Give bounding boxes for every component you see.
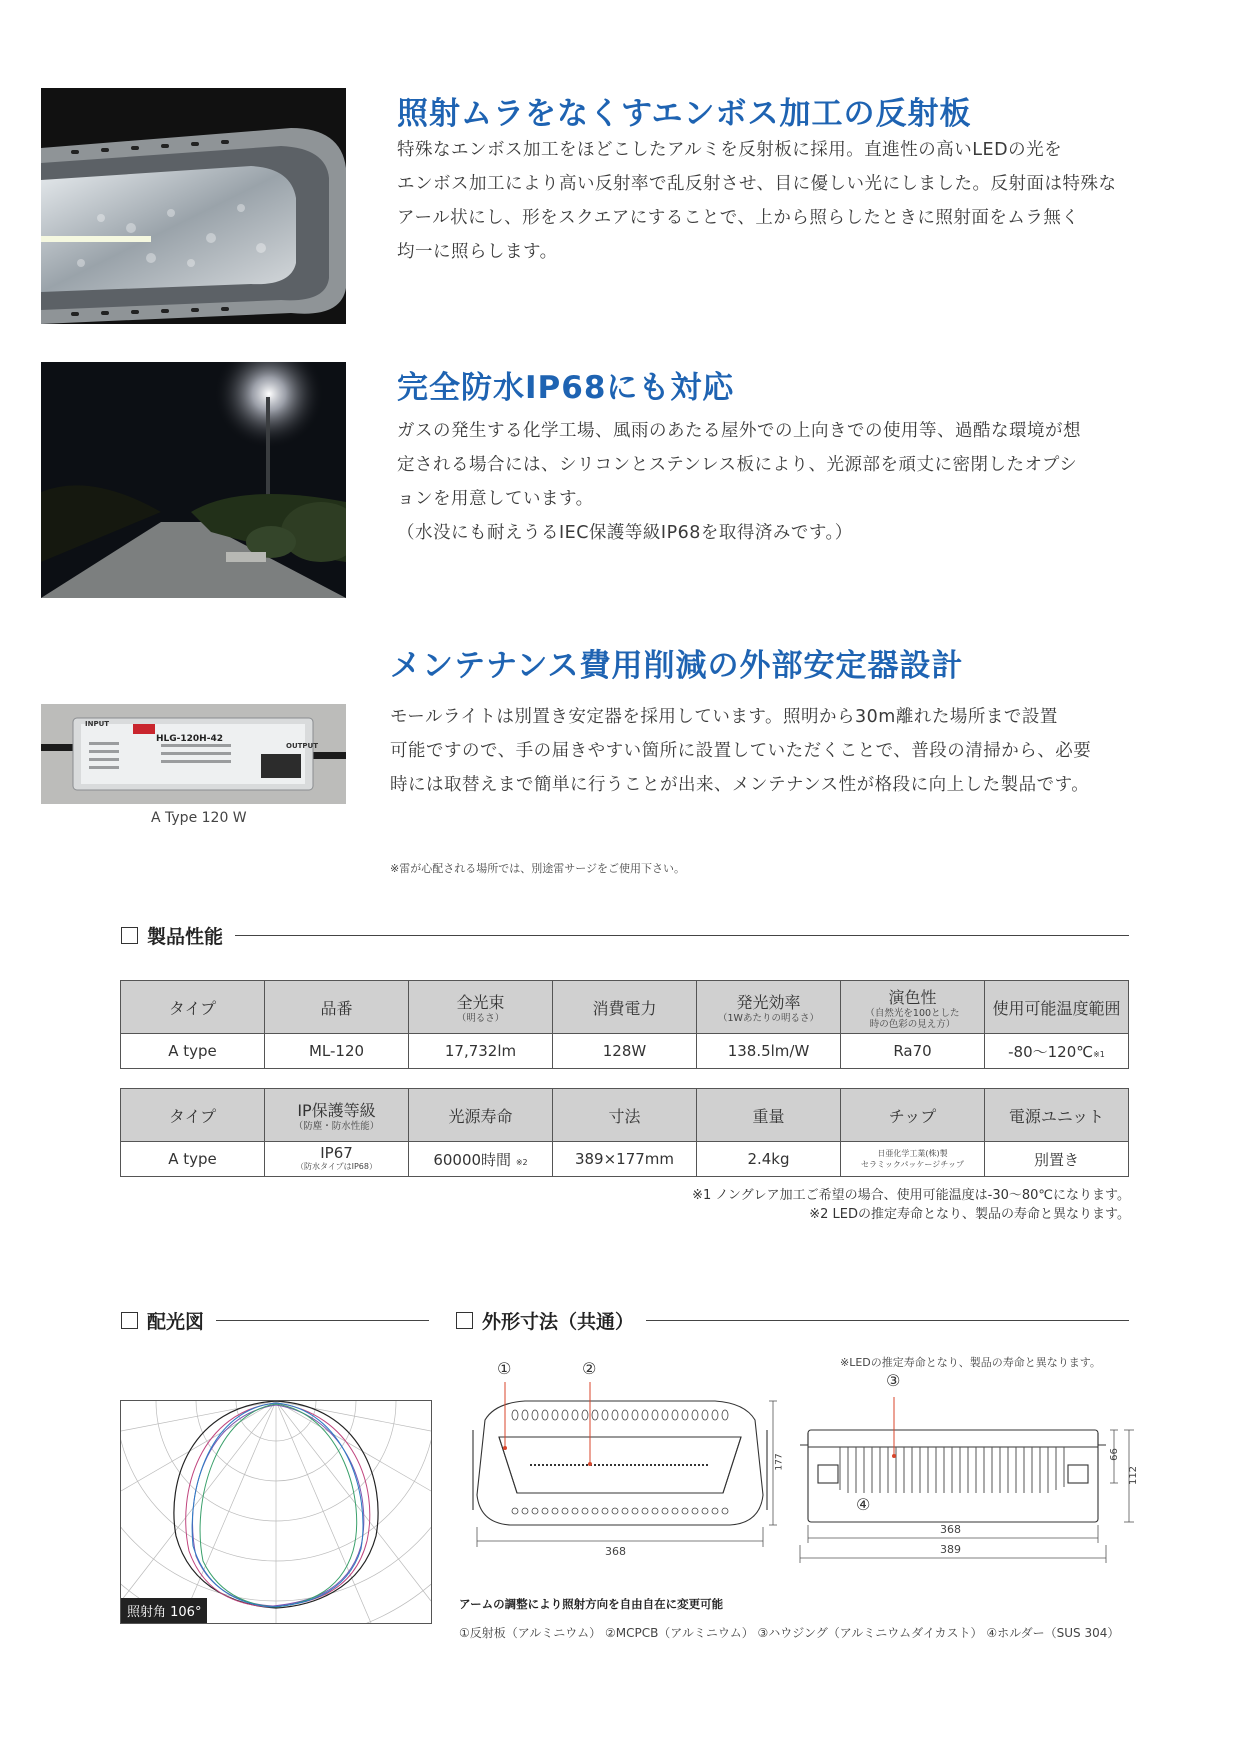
heading-rule <box>646 1320 1129 1321</box>
spec-heading <box>121 922 1129 949</box>
light-heading <box>121 1307 429 1334</box>
table-header: 品番 <box>265 981 409 1034</box>
light-distribution-chart <box>120 1400 432 1624</box>
text-line: ガスの発生する化学工場、風雨のあたる屋外での上向きでの使用等、過酷な環境が想 <box>397 421 1081 441</box>
text-line: 特殊なエンボス加工をほどこしたアルミを反射板に採用。直進性の高いLEDの光を <box>397 140 1063 160</box>
table-cell: -80～120℃※1 <box>985 1034 1129 1069</box>
checkbox-square-icon <box>121 927 138 944</box>
table-cell: 17,732lm <box>409 1034 553 1069</box>
table-note: ※2 LEDの推定寿命となり、製品の寿命と異なります。 <box>809 1207 1130 1222</box>
table-header: 消費電力 <box>553 981 697 1034</box>
table-header: 電源ユニット <box>985 1089 1129 1142</box>
table-cell: 2.4kg <box>697 1142 841 1177</box>
side-width-label-2: 389 <box>940 1543 961 1556</box>
side-width-label-1: 368 <box>940 1523 961 1536</box>
section1-body <box>397 133 1157 269</box>
text-line: ョンを用意しています。 <box>397 489 594 509</box>
table-header: IP保護等級 （防塵・防水性能） <box>265 1089 409 1142</box>
driver-caption: A Type 120 W <box>151 810 247 826</box>
section3-title: メンテナンス費用削減の外部安定器設計 <box>390 648 964 684</box>
callout-2: ② <box>582 1359 597 1378</box>
section3-body <box>390 700 1170 802</box>
table-cell: 138.5lm/W <box>697 1034 841 1069</box>
table-header: 使用可能温度範囲 <box>985 981 1129 1034</box>
table-header: タイプ <box>121 1089 265 1142</box>
front-view-drawing <box>455 1359 785 1590</box>
heading-rule <box>216 1320 429 1321</box>
parts-legend: ①反射板（アルミニウム） ②MCPCB（アルミニウム） ③ハウジング（アルミニウムダイカスト） ④ホルダー（SUS 304） <box>459 1626 1120 1640</box>
dim-note: ※LEDの推定寿命となり、製品の寿命と異なります。 <box>840 1356 1101 1369</box>
table-header: 発光効率 （1Wあたりの明るさ） <box>697 981 841 1034</box>
section2-body <box>397 414 1157 550</box>
table-header: 全光束 （明るさ） <box>409 981 553 1034</box>
callout-3: ③ <box>886 1371 901 1390</box>
driver-output-label: OUTPUT <box>286 742 318 750</box>
heading-rule <box>235 935 1129 936</box>
table-cell: ML-120 <box>265 1034 409 1069</box>
table-cell: 128W <box>553 1034 697 1069</box>
text-line: 定される場合には、シリコンとステンレス板により、光源部を頑丈に密閉したオプシ <box>397 455 1078 475</box>
table-notes <box>420 1186 1130 1224</box>
surge-note: ※雷が心配される場所では、別途雷サージをご使用下さい。 <box>390 862 685 875</box>
side-view-drawing <box>798 1371 1148 1575</box>
side-height-label-1: 66 <box>1108 1448 1120 1461</box>
side-height-label-2: 112 <box>1128 1465 1140 1486</box>
reflector-photo <box>41 88 346 324</box>
table-header: 演色性 （自然光を100とした 時の色彩の見え方） <box>841 981 985 1034</box>
arm-note: アームの調整により照射方向を自由自在に変更可能 <box>459 1597 724 1611</box>
text-line: 均一に照らします。 <box>397 242 558 262</box>
checkbox-square-icon <box>456 1312 473 1329</box>
callout-4: ④ <box>856 1495 871 1514</box>
table-header: 寸法 <box>553 1089 697 1142</box>
driver-photo <box>41 704 346 804</box>
table-header-row <box>121 1089 1129 1142</box>
table-row <box>121 1142 1129 1177</box>
spec-table-1 <box>120 980 1129 1069</box>
front-width-label: 368 <box>605 1545 626 1558</box>
text-line: （水没にも耐えうるIEC保護等級IP68を取得済みです。） <box>397 523 853 543</box>
table-cell: 日亜化学工業(株)製 セラミックパッケージチップ <box>841 1142 985 1177</box>
dim-heading <box>456 1307 1129 1334</box>
table-cell: A type <box>121 1034 265 1069</box>
section1-title: 照射ムラをなくすエンボス加工の反射板 <box>397 96 972 132</box>
table-cell: IP67 （防水タイプはIP68） <box>265 1142 409 1177</box>
table-header: 光源寿命 <box>409 1089 553 1142</box>
front-height-label: 177 <box>774 1453 785 1471</box>
text-line: 時には取替えまで簡単に行うことが出来、メンテナンス性が格段に向上した製品です。 <box>390 775 1090 795</box>
text-line: 可能ですので、手の届きやすい箇所に設置していただくことで、普段の清掃から、必要 <box>390 741 1092 761</box>
table-header: タイプ <box>121 981 265 1034</box>
text-line: モールライトは別置き安定器を採用しています。照明から30m離れた場所まで設置 <box>390 707 1058 727</box>
light-angle-label: 照射角 106° <box>121 1598 207 1623</box>
driver-input-label: INPUT <box>85 720 110 728</box>
spec-heading-text: 製品性能 <box>147 926 224 948</box>
section2-title: 完全防水IP68にも対応 <box>397 370 735 406</box>
table-cell: Ra70 <box>841 1034 985 1069</box>
light-heading-text: 配光図 <box>147 1311 205 1333</box>
callout-1: ① <box>497 1359 512 1378</box>
table-header-row <box>121 981 1129 1034</box>
text-line: アール状にし、形をスクエアにすることで、上から照らしたときに照射面をムラ無く <box>397 208 1080 228</box>
table-cell: 389×177mm <box>553 1142 697 1177</box>
dim-heading-text: 外形寸法（共通） <box>482 1311 635 1333</box>
spec-table-2 <box>120 1088 1129 1177</box>
checkbox-square-icon <box>121 1312 138 1329</box>
table-note: ※1 ノングレア加工ご希望の場合、使用可能温度は-30～80℃になります。 <box>692 1188 1130 1203</box>
table-header: 重量 <box>697 1089 841 1142</box>
table-cell: 60000時間 ※2 <box>409 1142 553 1177</box>
table-row <box>121 1034 1129 1069</box>
text-line: エンボス加工により高い反射率で乱反射させ、目に優しい光にしました。反射面は特殊な <box>397 174 1117 194</box>
table-header: チップ <box>841 1089 985 1142</box>
table-cell: A type <box>121 1142 265 1177</box>
driver-model-label: HLG-120H-42 <box>156 734 223 744</box>
night-street-photo <box>41 362 346 598</box>
table-cell: 別置き <box>985 1142 1129 1177</box>
